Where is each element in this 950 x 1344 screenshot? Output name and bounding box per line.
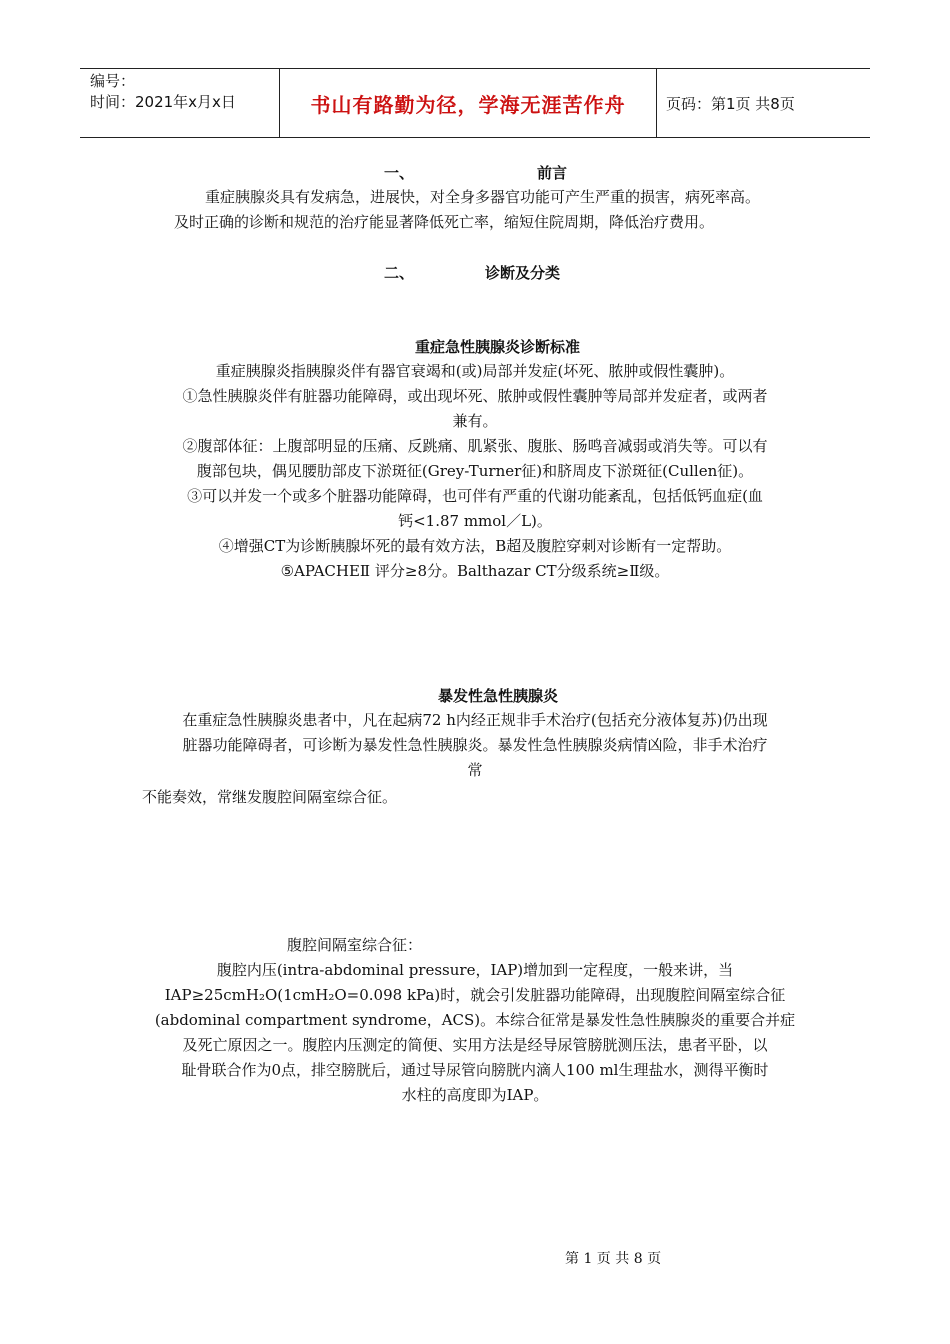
page-footer: 第 1 页 共 8 页	[565, 1251, 662, 1267]
section2-number: 二、	[384, 264, 415, 282]
criteria-heading: 重症急性胰腺炎诊断标准	[415, 338, 581, 356]
acs-line: 及死亡原因之一。腹腔内压测定的简便、实用方法是经导尿管膀胱测压法，患者平卧，以	[182, 1036, 768, 1054]
section2-title: 诊断及分类	[485, 264, 561, 282]
criteria-line: 钙<1.87 mmol／L)。	[398, 512, 552, 530]
acs-line: 耻骨联合作为0点，排空膀胱后，通过导尿管向膀胱内滴人100 ml生理盐水，测得平衡时	[181, 1061, 769, 1079]
acs-line: 水柱的高度即为IAP。	[401, 1086, 549, 1104]
acs-line: 腹腔内压(intra-abdominal pressure，IAP)增加到一定程度，一般来讲，当	[216, 961, 734, 979]
criteria-line: 兼有。	[452, 412, 498, 430]
fulminant-line: 不能奏效，常继发腹腔间隔室综合征。	[142, 788, 398, 806]
criteria-line: ②腹部体征：上腹部明显的压痛、反跳痛、肌紧张、腹胀、肠鸣音减弱或消失等。可以有	[182, 437, 768, 455]
fulminant-line: 常	[467, 761, 483, 779]
header-motto: 书山有路勤为径，学海无涯苦作舟	[280, 69, 657, 137]
criteria-line: ①急性胰腺炎伴有脏器功能障碍，或出现坏死、脓肿或假性囊肿等局部并发症者，或两者	[182, 387, 768, 405]
acs-line: (abdominal compartment syndrome，ACS)。本综合征常是暴发性急性胰腺炎的重要合并症	[154, 1011, 796, 1029]
fulminant-heading: 暴发性急性胰腺炎	[438, 687, 559, 705]
fulminant-line: 在重症急性胰腺炎患者中，凡在起病72 h内经正规非手术治疗(包括充分液体复苏)仍出现	[182, 711, 768, 729]
header-page-label: 页码：第1页 共8页	[666, 94, 795, 113]
header-info	[80, 69, 280, 137]
acs-heading: 腹腔间隔室综合征：	[287, 936, 423, 954]
section1-title: 前言	[537, 164, 568, 182]
number-label: 编号：	[90, 72, 136, 90]
section1-number: 一、	[384, 164, 415, 182]
criteria-line: 腹部包块，偶见腰肋部皮下淤斑征(Grey-Turner征)和脐周皮下淤斑征(Cullen征)。	[196, 462, 754, 480]
time-label: 时间：2021年x月x日	[90, 93, 236, 111]
criteria-line: ③可以并发一个或多个脏器功能障碍，也可伴有严重的代谢功能紊乱，包括低钙血症(血	[187, 487, 763, 505]
section1-paragraph-line2: 及时正确的诊断和规范的治疗能显著降低死亡率，缩短住院周期，降低治疗费用。	[174, 213, 715, 231]
criteria-line: ⑤APACHEⅡ 评分≥8分。Balthazar CT分级系统≥Ⅱ级。	[280, 562, 670, 580]
page-header	[80, 68, 870, 138]
fulminant-line: 脏器功能障碍者，可诊断为暴发性急性胰腺炎。暴发性急性胰腺炎病情凶险，非手术治疗	[182, 736, 768, 754]
criteria-line: 重症胰腺炎指胰腺炎伴有器官衰竭和(或)局部并发症(坏死、脓肿或假性囊肿)。	[215, 362, 735, 380]
acs-line: IAP≥25cmH₂O(1cmH₂O=0.098 kPa)时，就会引发脏器功能障碍，出现腹腔间隔室综合征	[164, 986, 786, 1004]
criteria-line: ④增强CT为诊断胰腺坏死的最有效方法，B超及腹腔穿刺对诊断有一定帮助。	[218, 537, 732, 555]
section1-paragraph-line1: 重症胰腺炎具有发病急，进展快，对全身多器官功能可产生严重的损害，病死率高。	[205, 188, 761, 206]
